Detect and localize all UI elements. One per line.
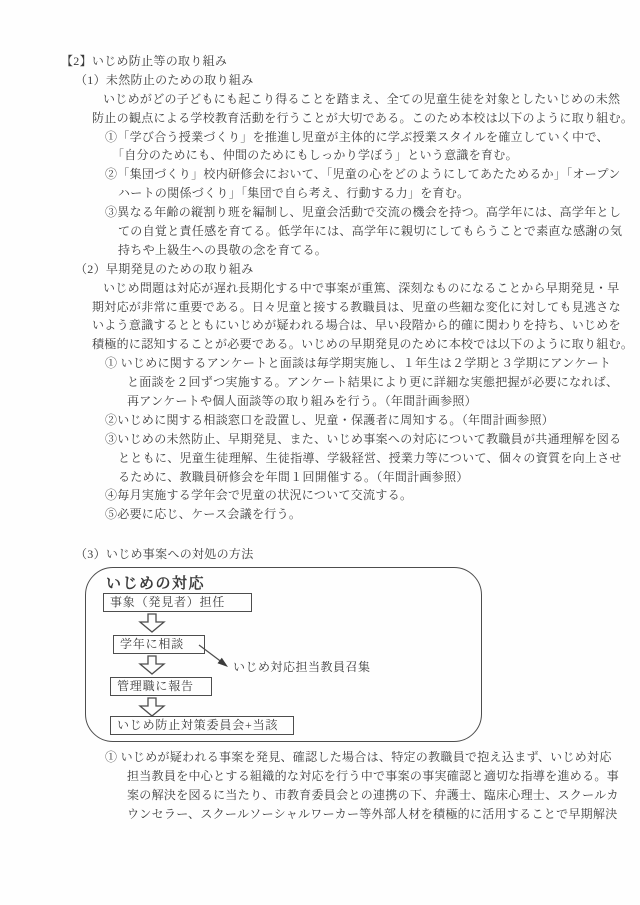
- main-text-block: [0, 52, 640, 524]
- text-line: 再アンケートや個人面談等の取り組みを行う。（年間計画参照）: [127, 394, 477, 409]
- text-line: 持ちや上級生への畏敬の念を育てる。: [118, 242, 328, 257]
- text-line: ① いじめに関するアンケートと面談は毎学期実施し、１年生は２学期と３学期にアンケート: [105, 356, 612, 371]
- footer-text-block: [0, 748, 640, 824]
- section2-1-heading: （1）未然防止のための取り組み: [75, 72, 254, 87]
- text-line: ⑤必要に応じ、ケース会議を行う。: [105, 507, 302, 522]
- text-line: と面談を２回ずつ実施する。アンケート結果により更に詳細な実態把握が必要になれば、: [127, 375, 619, 390]
- text-line: いじめがどの子どもにも起こり得ることを踏まえ、全ての児童生徒を対象としたいじめの未然: [103, 91, 621, 106]
- text-line: 担当教員を中心とする組織的な対応を行う中で事案の事実確認と適切な指導を進める。事: [127, 768, 620, 783]
- text-line: 積極的に認知することが必要である。いじめの早期発見のために本校では以下のように取り組む。: [92, 337, 634, 352]
- text-line: ての自覚と責任感を育てる。低学年には、高学年に親切にしてもらうことで素直な感謝の気: [118, 224, 623, 239]
- section2-heading: 【2】いじめ防止等の取り組み: [61, 54, 228, 68]
- text-line: ① いじめが疑われる事案を発見、確認した場合は、特定の教職員で抱え込まず、いじめ対応: [105, 750, 612, 764]
- text-line: ②「集団づくり」校内研修会において、「児童の心をどのようにしてあたためるか」「オープン: [105, 167, 621, 182]
- down-arrow-icon: [138, 697, 166, 717]
- text-line: ③いじめの未然防止、早期発見、また、いじめ事案への対応について教職員が共通理解を図る: [105, 431, 622, 446]
- diagonal-arrow-icon: [198, 644, 234, 670]
- flowchart-step-report-management: 管理職に報告: [110, 677, 212, 696]
- section2-2-heading: （2）早期発見のための取り組み: [75, 261, 254, 276]
- flowchart-step-incident: 事象（発見者）担任: [103, 593, 252, 612]
- text-line: とともに、児童生徒理解、生徒指導、学級経営、授業力等について、個々の資質を向上させ: [118, 450, 622, 465]
- text-line: ④毎月実施する学年会で児童の状況について交流する。: [105, 488, 413, 503]
- down-arrow-icon: [138, 655, 166, 675]
- text-line: ①「学び合う授業づくり」を推進し児童が主体的に学ぶ授業スタイルを確立していく中で、: [105, 129, 609, 144]
- text-line: るために、教職員研修会を年間１回開催する。（年間計画参照）: [118, 469, 469, 484]
- section2-3-heading: （3）いじめ事案への対処の方法: [75, 547, 254, 561]
- text-line: 「自分のためにも、仲間のためにもしっかり学ぼう」という意識を育む。: [112, 148, 518, 163]
- text-line: ②いじめに関する相談窓口を設置し、児童・保護者に周知する。（年間計画参照）: [105, 412, 555, 427]
- text-line: いじめ問題は対応が遅れ長期化する中で事案が重篤、深刻なものになることから早期発見・早: [103, 280, 620, 295]
- down-arrow-icon: [138, 613, 166, 633]
- flowchart-title: いじめの対応: [106, 576, 206, 592]
- text-line: ③異なる年齢の縦割り班を編制し、児童会活動で交流の機会を持つ。高学年には、高学年とし: [105, 205, 622, 220]
- text-line: 案の解決を図るに当たり、市教育委員会との連携の下、弁護士、臨床心理士、スクールカ: [127, 787, 619, 802]
- text-line: ハートの関係づくり」「集団で自ら考え、行動する力」を育む。: [118, 186, 470, 201]
- flowchart-step-committee: いじめ防止対策委員会+当該: [110, 716, 294, 735]
- text-line: ウンセラー、スクールソーシャルワーカー等外部人材を積極的に活用することで早期解決: [127, 806, 618, 821]
- text-line: いよう意識するとともにいじめが疑われる場合は、早い段階から的確に関わりを持ち、いじめを: [92, 318, 621, 333]
- text-line: 防止の観点による学校教育活動を行うことが大切である。このため本校は以下のように取り組む。: [92, 110, 634, 125]
- text-line: 期対応が非常に重要である。日々児童と接する教職員は、児童の些細な変化に対しても見逃さな: [92, 299, 621, 314]
- flowchart-side-label: いじめ対応担当教員召集: [233, 660, 371, 674]
- bullying-response-flowchart: [85, 567, 482, 742]
- flowchart-step-consult-grade: 学年に相談: [113, 635, 205, 654]
